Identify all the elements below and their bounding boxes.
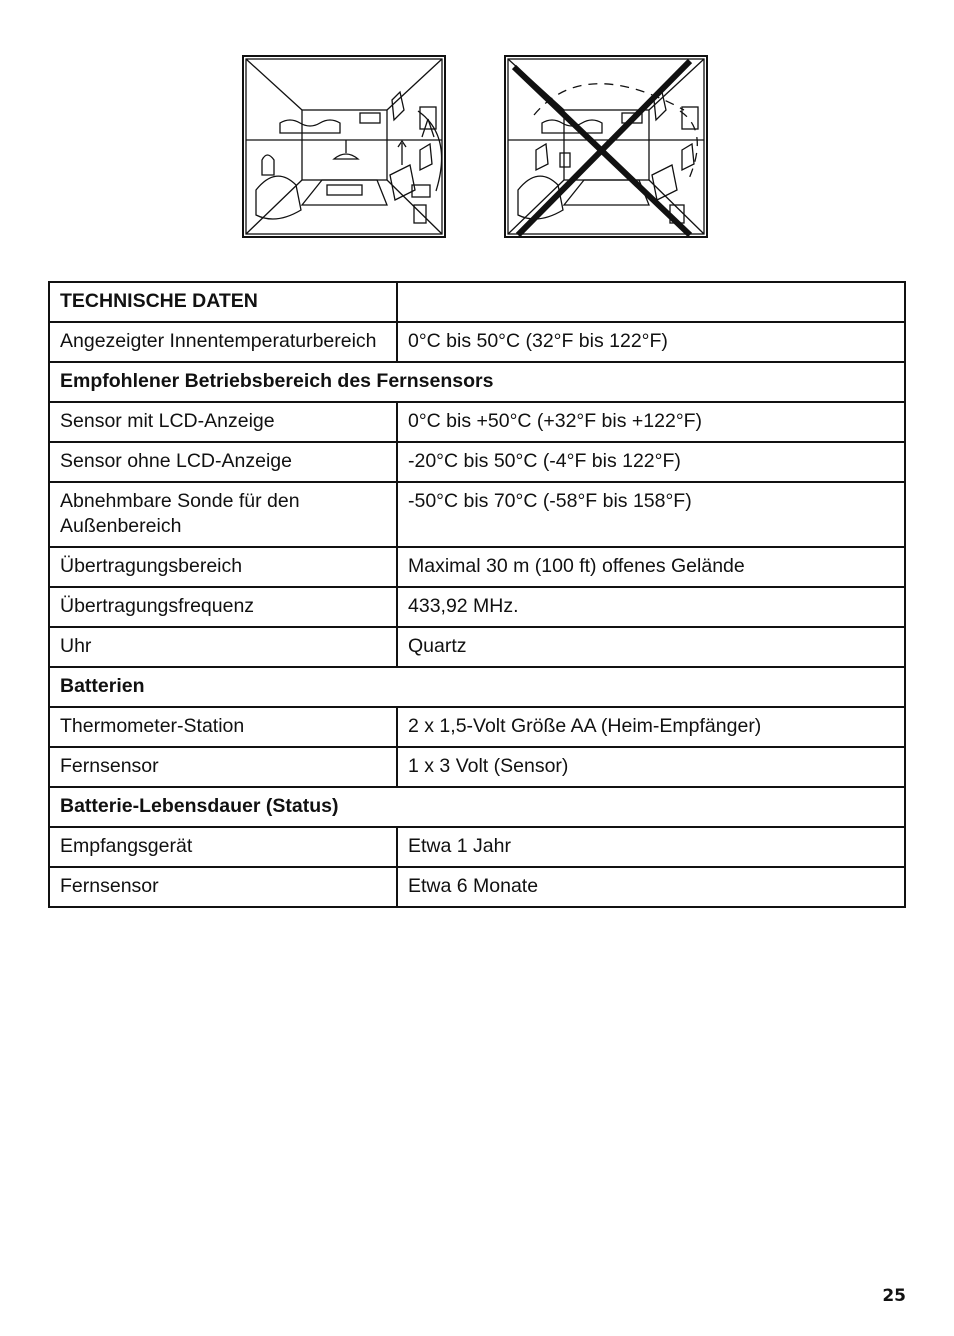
room-sensor-correct-icon <box>242 55 446 238</box>
room-sensor-incorrect-icon <box>504 55 708 238</box>
spec-label: Übertragungsbereich <box>49 547 397 587</box>
table-row <box>49 587 905 627</box>
spec-value: 2 x 1,5-Volt Größe AA (Heim-Empfänger) <box>397 707 905 747</box>
spec-value: 433,92 MHz. <box>397 587 905 627</box>
section-row <box>49 667 905 707</box>
spec-label: Thermometer-Station <box>49 707 397 747</box>
spec-value: -50°C bis 70°C (-58°F bis 158°F) <box>397 482 905 547</box>
spec-label: Übertragungsfrequenz <box>49 587 397 627</box>
table-row <box>49 547 905 587</box>
spec-label: Angezeigter Innentemperaturbereich <box>49 322 397 362</box>
spec-label: Fernsensor <box>49 867 397 907</box>
spec-value: 0°C bis +50°C (+32°F bis +122°F) <box>397 402 905 442</box>
technical-data-table <box>48 281 906 908</box>
spec-label: Abnehmbare Sonde für den Außenbereich <box>49 482 397 547</box>
spec-label: Fernsensor <box>49 747 397 787</box>
section-row <box>49 362 905 402</box>
table-row <box>49 442 905 482</box>
section-heading-remote: Empfohlener Betriebsbereich des Fernsensors <box>49 362 905 402</box>
table-header-row <box>49 282 905 322</box>
section-row <box>49 787 905 827</box>
spec-value: 0°C bis 50°C (32°F bis 122°F) <box>397 322 905 362</box>
spec-value: Etwa 1 Jahr <box>397 827 905 867</box>
table-row <box>49 627 905 667</box>
table-heading: TECHNISCHE DATEN <box>49 282 397 322</box>
spec-value: -20°C bis 50°C (-4°F bis 122°F) <box>397 442 905 482</box>
page-number: 25 <box>882 1286 906 1306</box>
spec-label: Empfangsgerät <box>49 827 397 867</box>
spec-value: Etwa 6 Monate <box>397 867 905 907</box>
table-row <box>49 707 905 747</box>
table-heading-value <box>397 282 905 322</box>
spec-value: Maximal 30 m (100 ft) offenes Gelände <box>397 547 905 587</box>
table-row <box>49 747 905 787</box>
table-row <box>49 867 905 907</box>
table-row <box>49 482 905 547</box>
table-row <box>49 322 905 362</box>
spec-label: Sensor ohne LCD-Anzeige <box>49 442 397 482</box>
section-heading-battery-life: Batterie-Lebensdauer (Status) <box>49 787 905 827</box>
spec-value: 1 x 3 Volt (Sensor) <box>397 747 905 787</box>
spec-label: Uhr <box>49 627 397 667</box>
table-row <box>49 402 905 442</box>
section-heading-batteries: Batterien <box>49 667 905 707</box>
table-row <box>49 827 905 867</box>
spec-value: Quartz <box>397 627 905 667</box>
spec-label: Sensor mit LCD-Anzeige <box>49 402 397 442</box>
